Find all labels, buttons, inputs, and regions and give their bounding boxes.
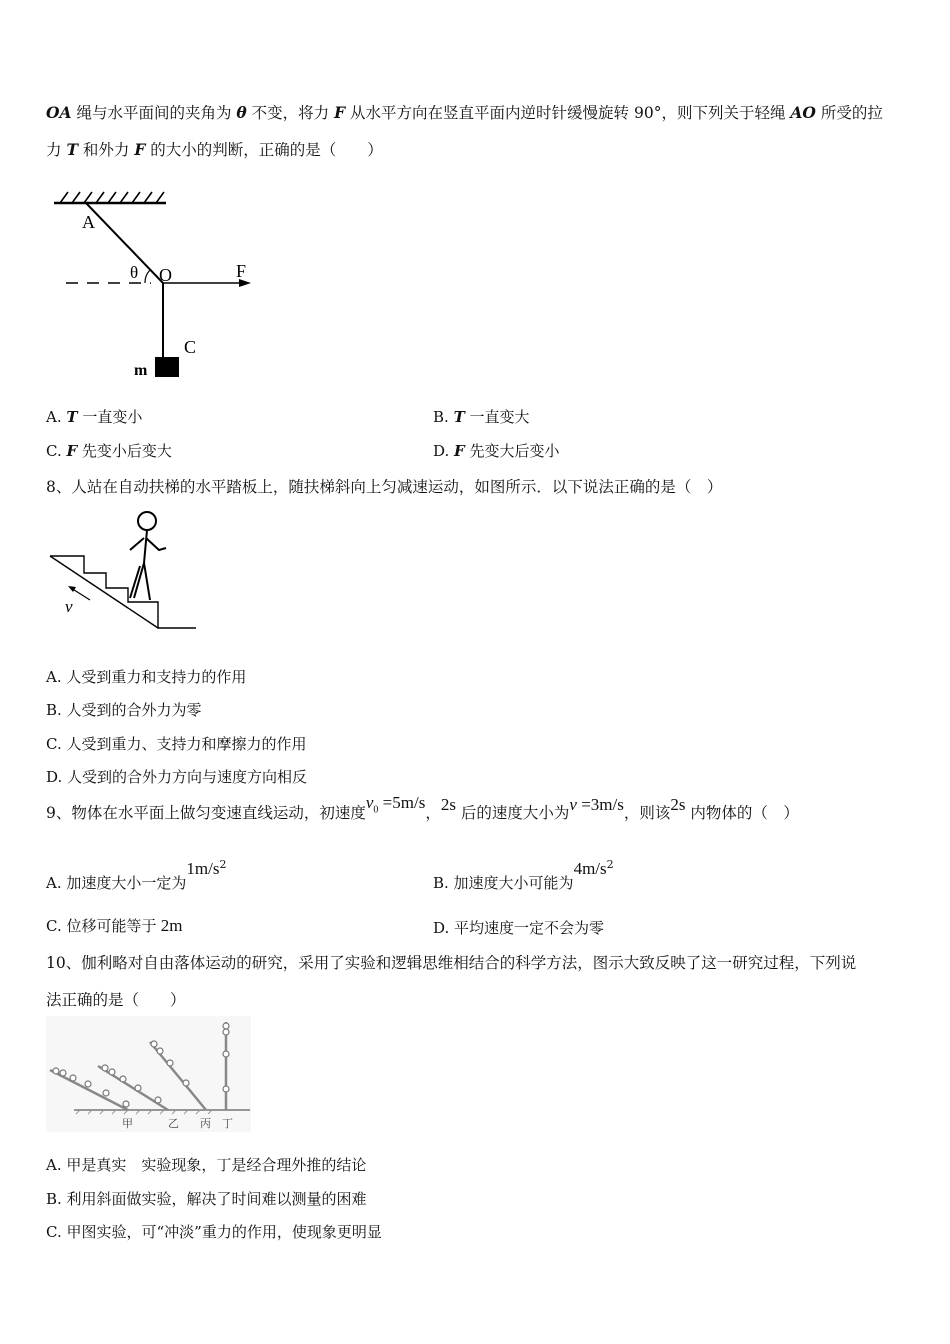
q7-option-c[interactable] (46, 440, 172, 461)
label-v: v (65, 597, 73, 616)
q7-text: 绳与水平面间的夹角为 (71, 104, 237, 122)
q9-time: 2s (440, 795, 456, 814)
label-m: m (134, 362, 148, 379)
option-value: 2m (156, 916, 183, 935)
label-c: C (184, 337, 197, 357)
q7-tension: T (66, 140, 78, 159)
q9-option-c[interactable] (46, 915, 182, 936)
q9-v-symbol: v (365, 793, 374, 812)
option-exponent: 2 (606, 858, 614, 871)
option-value: 1m/s (186, 859, 220, 878)
q9-option-d[interactable]: D. 平均速度一定不会为零 (433, 919, 605, 937)
q10-stem-line1: 10、伽利略对自由落体运动的研究，采用了实验和逻辑思维相结合的科学方法，图示大致反映了这一研究过程，下列说 (46, 954, 857, 972)
mass-block (155, 357, 179, 377)
q7-theta: θ (236, 103, 247, 122)
q7-force: F (134, 140, 146, 159)
option-text: 一直变大 (464, 408, 530, 426)
q9-text: 后的速度大小为 (455, 804, 570, 822)
q9-v-symbol: v (569, 795, 577, 814)
q8-stem: 8、人站在自动扶梯的水平踏板上，随扶梯斜向上匀减速运动，如图所示．以下说法正确的是（ ） (46, 478, 723, 496)
q9-text: 内物体的（ ） (685, 804, 799, 822)
option-text: 一直变小 (77, 408, 143, 426)
q8-option-a[interactable]: A. 人受到重力和支持力的作用 (46, 668, 247, 686)
option-value: 4m/s (573, 859, 607, 878)
q7-text: 的大小的判断，正确的是（ ） (145, 141, 383, 159)
q7-option-b[interactable] (433, 406, 530, 427)
q7-option-a[interactable] (46, 406, 142, 427)
q8-figure (46, 508, 206, 633)
label-a: A (82, 212, 95, 232)
q7-option-d[interactable] (433, 440, 559, 461)
q10-stem-line2: 法正确的是（ ） (46, 991, 186, 1009)
option-var: F (66, 442, 78, 460)
label-ding: 丁 (222, 1118, 233, 1130)
q7-ao: AO (790, 103, 816, 122)
q9-text: 9、物体在水平面上做匀变速直线运动，初速度 (46, 804, 366, 822)
q7-text: 从水平方向在竖直平面内逆时针缓慢旋转 90°，则下列关于轻绳 (345, 104, 791, 122)
q10-option-a[interactable]: A. 甲是真实 实验现象，丁是经合理外推的结论 (46, 1156, 367, 1174)
q7-text: 和外力 (77, 141, 135, 159)
escalator-steps (50, 556, 196, 628)
rope-ao (86, 203, 163, 283)
q9-v0-value: =5m/s (378, 793, 426, 812)
option-text: A. 加速度大小一定为 (46, 874, 187, 892)
q9-time: 2s (670, 795, 686, 814)
q10-figure (46, 1016, 251, 1132)
label-yi: 乙 (168, 1118, 179, 1130)
q7-force: F (334, 103, 346, 122)
q9-v0 (365, 793, 426, 816)
q10-option-b[interactable]: B. 利用斜面做实验，解决了时间难以测量的困难 (46, 1190, 367, 1208)
option-var: T (66, 408, 78, 426)
q7-stem-line1 (46, 101, 883, 123)
option-text: C. 位移可能等于 (46, 917, 157, 935)
q7-text: 力 (46, 141, 67, 159)
option-exponent: 2 (219, 858, 227, 871)
q8-option-c[interactable]: C. 人受到重力、支持力和摩擦力的作用 (46, 735, 307, 753)
q10-option-c[interactable]: C. 甲图实验，可“冲淡”重力的作用，使现象更明显 (46, 1223, 382, 1241)
label-jia: 甲 (122, 1118, 133, 1130)
q9-text: ，则该 (623, 804, 671, 822)
q7-stem-line2 (46, 138, 383, 160)
figure-background (46, 1016, 251, 1132)
q8-option-d[interactable]: D. 人受到的合外力方向与速度方向相反 (46, 768, 308, 786)
q9-stem (46, 793, 799, 825)
label-o: O (159, 265, 172, 285)
q9-option-b[interactable] (433, 858, 614, 892)
q9-v (569, 795, 623, 814)
label-f: F (236, 261, 247, 281)
q9-text: ， (425, 804, 441, 822)
label-bing: 丙 (200, 1118, 211, 1130)
option-text: 先变小后变大 (77, 442, 172, 460)
label-theta: θ (130, 263, 139, 282)
option-prefix: A. (46, 408, 67, 426)
escalator-slope (50, 556, 158, 628)
option-var: F (454, 442, 465, 460)
q7-oa: OA (46, 103, 72, 122)
q7-text: 不变，将力 (246, 104, 335, 122)
option-text: 先变大后变小 (464, 442, 560, 460)
q7-figure (46, 185, 276, 385)
q7-text: 所受的拉 (815, 104, 883, 122)
q9-v-value: =3m/s (576, 795, 624, 814)
ceiling-hatch (60, 192, 164, 203)
q9-option-a[interactable] (46, 858, 227, 892)
q9-subscript: 0 (373, 804, 379, 816)
q8-option-b[interactable]: B. 人受到的合外力为零 (46, 701, 202, 719)
option-var: T (453, 408, 465, 426)
option-prefix: B. (433, 408, 454, 426)
option-prefix: D. (433, 442, 455, 460)
option-prefix: C. (46, 442, 67, 460)
stick-figure-person (130, 512, 166, 600)
angle-arc (145, 270, 150, 283)
option-text: B. 加速度大小可能为 (433, 874, 574, 892)
